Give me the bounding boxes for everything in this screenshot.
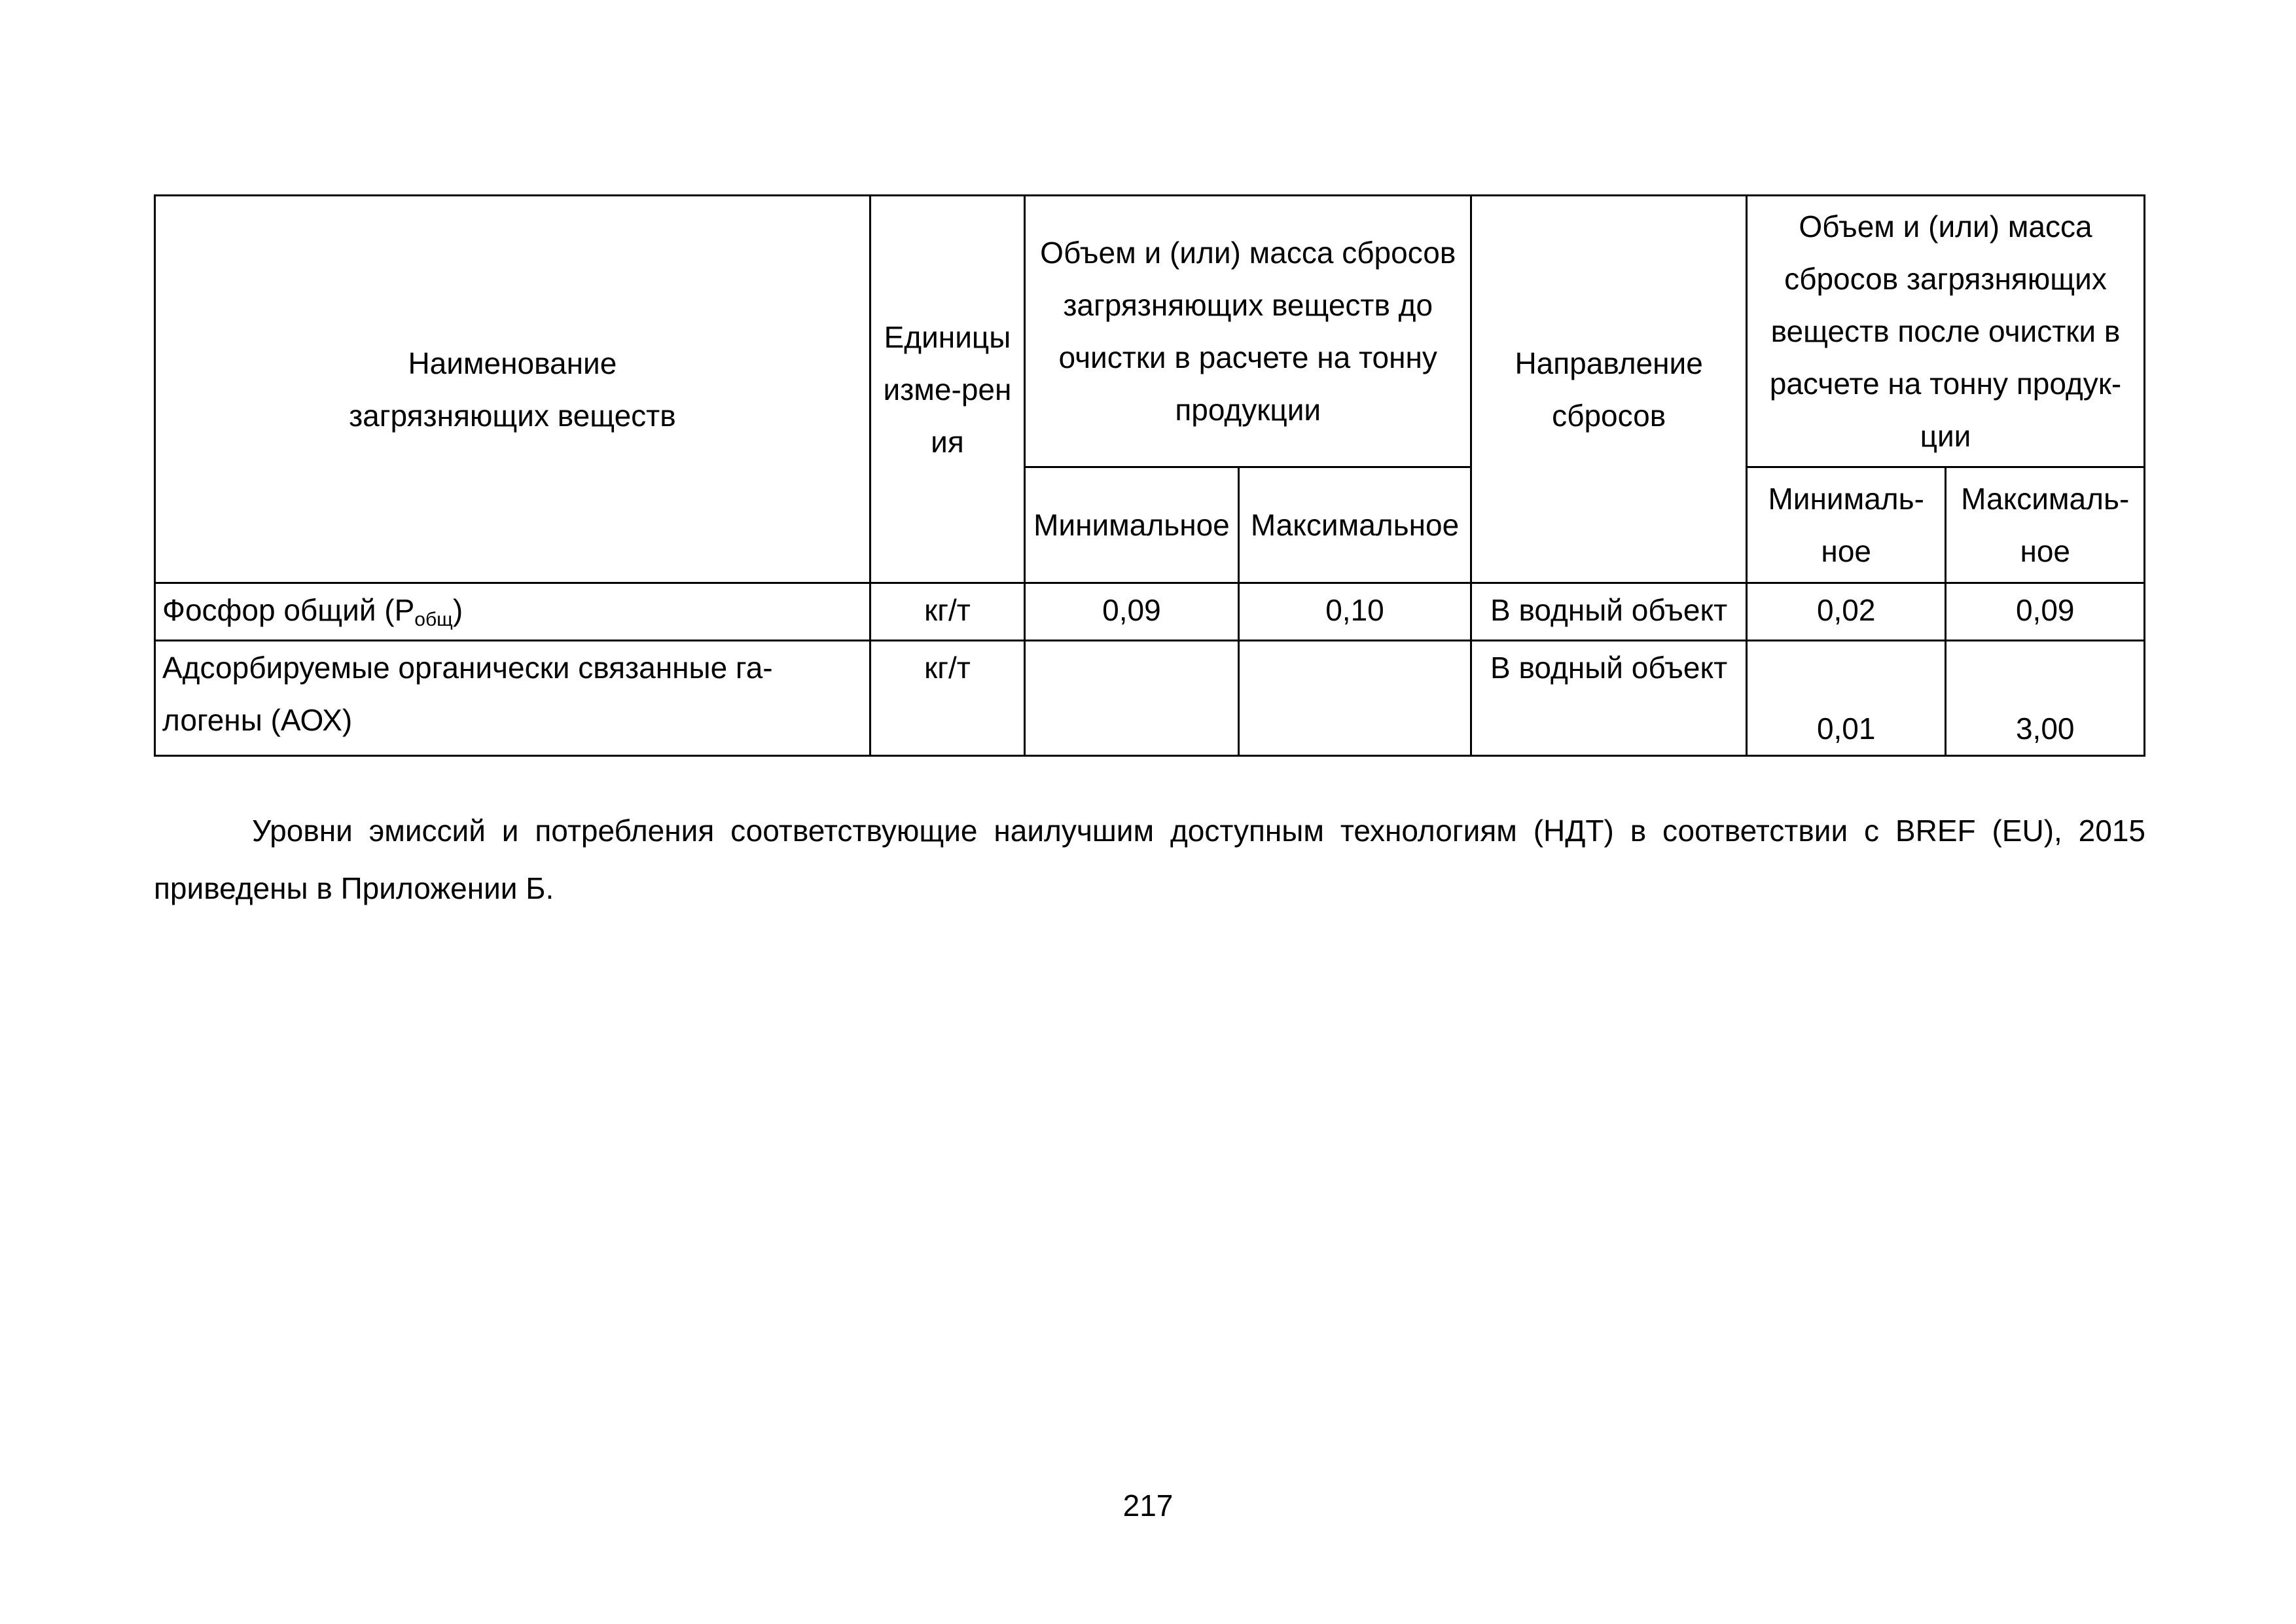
substance-name-text: Фосфор общий (P [162, 593, 415, 627]
cell-direction: В водный объект [1471, 641, 1747, 756]
cell-after-min: 0,01 [1746, 641, 1945, 756]
cell-substance-name: Адсорбируемые органически связанные га-логены (АОХ) [155, 641, 870, 756]
header-units: Единицы изме-рения [870, 196, 1024, 583]
header-before-max: Максимальное [1238, 467, 1471, 583]
cell-unit: кг/т [870, 583, 1024, 641]
substance-subscript: общ [414, 609, 453, 630]
cell-unit: кг/т [870, 641, 1024, 756]
cell-after-max: 3,00 [1946, 641, 2145, 756]
header-after-max: Максималь-ное [1946, 467, 2145, 583]
table-row [155, 641, 2145, 756]
cell-direction: В водный объект [1471, 583, 1747, 641]
cell-before-min: 0,09 [1025, 583, 1239, 641]
cell-before-min [1025, 641, 1239, 756]
emissions-table [154, 194, 2145, 757]
header-before-treatment: Объем и (или) масса сбросов загрязняющих веществ до очистки в расчете на тонну продукции [1025, 196, 1471, 467]
header-discharge-direction: Направление сбросов [1471, 196, 1747, 583]
body-paragraph: Уровни эмиссий и потребления соответствующие наилучшим доступным технологиям (НДТ) в соответствии с BREF (EU), 2015 приведены в Приложении Б. [154, 814, 2145, 905]
header-substance-name: Наименование загрязняющих веществ [155, 196, 870, 583]
cell-after-max: 0,09 [1946, 583, 2145, 641]
table-header-row [155, 196, 2145, 467]
header-before-min: Минимальное [1025, 467, 1239, 583]
header-after-treatment: Объем и (или) масса сбросов загрязняющих веществ после очистки в расчете на тонну продук-ции [1746, 196, 2144, 467]
page-number: 217 [1122, 1489, 1174, 1523]
table-row [155, 583, 2145, 641]
cell-after-min: 0,02 [1746, 583, 1945, 641]
cell-substance-name [155, 583, 870, 641]
cell-before-max [1238, 641, 1471, 756]
cell-before-max: 0,10 [1238, 583, 1471, 641]
header-after-min: Минималь-ное [1746, 467, 1945, 583]
substance-name-suffix: ) [452, 593, 463, 627]
